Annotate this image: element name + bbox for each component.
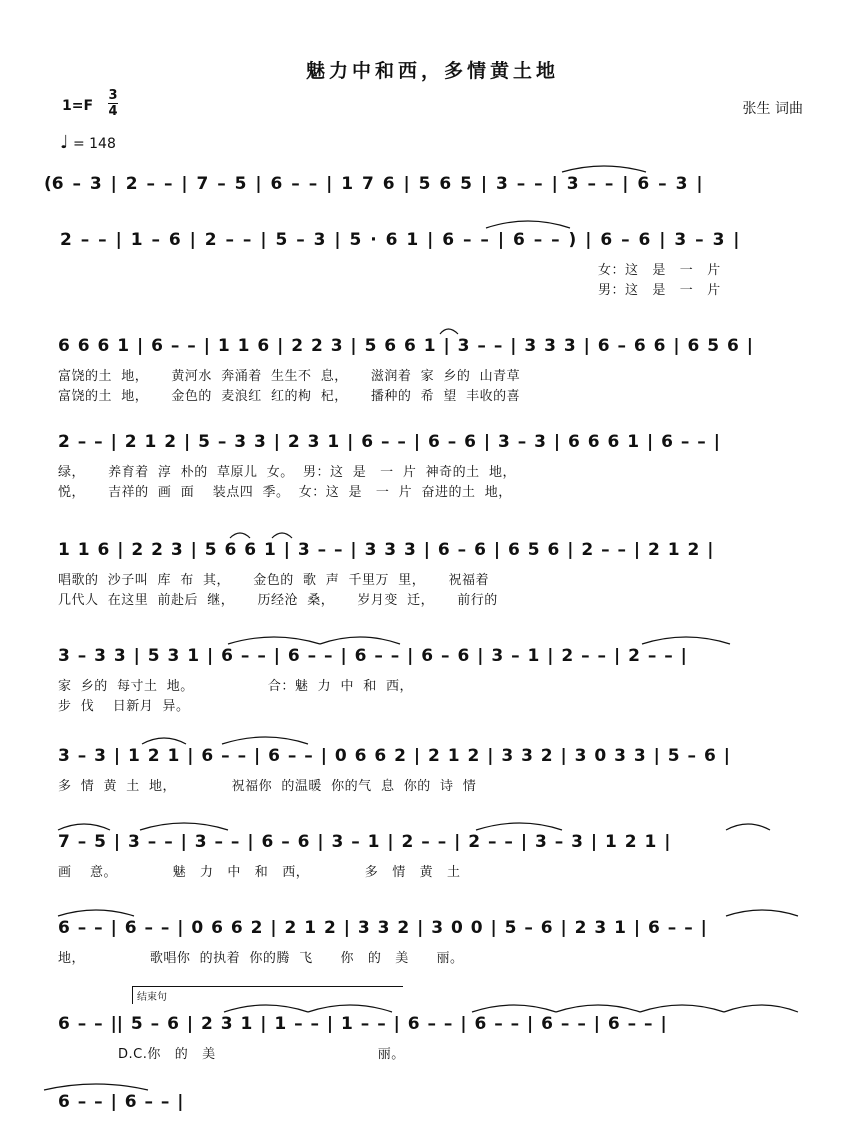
- slur-marks: [0, 830, 865, 860]
- slur-marks: [0, 334, 865, 364]
- tempo-marking: [60, 132, 116, 153]
- score-row: [0, 916, 865, 966]
- lyric-line: 家 乡的 每寸土 地。 合：魅 力 中 和 西，: [58, 679, 413, 694]
- notation-line: 6 – – || 5 – 6 | 2 3 1 | 1 – – | 1 – – | 6 – – | 6 – – | 6 – – | 6 – – |: [58, 1014, 667, 1034]
- notation-line: 6 6 6 1 | 6 – – | 1 1 6 | 2 2 3 | 5 6 6 1 | 3 – – | 3 3 3 | 6 – 6 6 | 6 5 6 |: [58, 336, 753, 356]
- score-row: [0, 1086, 865, 1126]
- lyric-line: 绿， 养育着 淳 朴的 草原儿 女。 男：这 是 一 片 神奇的土 地，: [58, 465, 516, 480]
- lyric-line: 女：这 是 一 片: [598, 263, 721, 278]
- song-title: 魅力中和西，多情黄土地: [305, 60, 559, 82]
- lyric-line: 男：这 是 一 片: [598, 283, 721, 298]
- notation-line: 7 – 5 | 3 – – | 3 – – | 6 – 6 | 3 – 1 | 2 – – | 2 – – | 3 – 3 | 1 2 1 |: [58, 832, 671, 852]
- notation-line: (6 – 3 | 2 – – | 7 – 5 | 6 – – | 1 7 6 | 5 6 5 | 3 – – | 3 – – | 6 – 3 |: [44, 174, 703, 194]
- lyric-line: 多 情 黄 土 地， 祝福你 的温暖 你的气 息 你的 诗 情: [58, 779, 477, 794]
- lyric-line: 富饶的土 地， 金色的 麦浪红 红的枸 杞， 播种的 希 望 丰收的喜: [58, 389, 521, 404]
- slur-marks: [0, 986, 865, 1026]
- lyric-line: D.C.你 的 美 丽。: [118, 1047, 405, 1062]
- score-row: [0, 538, 865, 608]
- slur-marks: [0, 916, 865, 946]
- lyric-line: 地， 歌唱你 的执着 你的腾 飞 你 的 美 丽。: [58, 951, 464, 966]
- score-row: [0, 172, 865, 212]
- notation-line: 6 – – | 6 – – | 0 6 6 2 | 2 1 2 | 3 3 2 | 3 0 0 | 5 – 6 | 2 3 1 | 6 – – |: [58, 918, 707, 938]
- slur-marks: [0, 744, 865, 774]
- author-credit: 张生 词曲: [742, 101, 803, 117]
- slur-marks: [0, 538, 865, 568]
- meter-bottom: 4: [108, 104, 118, 119]
- ending-bracket: 结束句: [132, 986, 403, 1004]
- lyric-line: 悦， 吉祥的 画 面 装点四 季。 女：这 是 一 片 奋进的土 地，: [58, 485, 512, 500]
- lyric-line: 富饶的土 地， 黄河水 奔涌着 生生不 息， 滋润着 家 乡的 山青草: [58, 369, 521, 384]
- notation-line: 2 – – | 2 1 2 | 5 – 3 3 | 2 3 1 | 6 – – | 6 – 6 | 3 – 3 | 6 6 6 1 | 6 – – |: [58, 432, 720, 452]
- slur-marks: [0, 1086, 865, 1116]
- score-row: [0, 228, 865, 300]
- quarter-note-icon: ♩: [60, 132, 69, 153]
- lyric-line: 几代人 在这里 前赴后 继， 历经沧 桑， 岁月变 迁， 前行的: [58, 593, 498, 608]
- key-signature: 1=F: [62, 98, 94, 114]
- score-row: [0, 644, 865, 714]
- lyric-line: 唱歌的 沙子叫 库 布 其， 金色的 歌 声 千里万 里， 祝福着: [58, 573, 489, 588]
- score-row: [0, 430, 865, 500]
- score-row: [0, 830, 865, 880]
- slur-marks: [0, 228, 865, 258]
- lyric-line: 步 伐 日新月 异。: [58, 699, 190, 714]
- score-row: [0, 334, 865, 404]
- notation-line: 1 1 6 | 2 2 3 | 5 6 6 1 | 3 – – | 3 3 3 | 6 – 6 | 6 5 6 | 2 – – | 2 1 2 |: [58, 540, 714, 560]
- slur-marks: [0, 172, 865, 202]
- score-row: [0, 986, 865, 1066]
- meter-top: 3: [108, 88, 118, 103]
- lyric-line: 画 意。 魅 力 中 和 西， 多 情 黄 土: [58, 865, 461, 880]
- score-row: [0, 744, 865, 794]
- notation-line: 3 – 3 | 1 2 1 | 6 – – | 6 – – | 0 6 6 2 | 2 1 2 | 3 3 2 | 3 0 3 3 | 5 – 6 |: [58, 746, 730, 766]
- tempo-value: = 148: [72, 136, 116, 152]
- notation-line: 2 – – | 1 – 6 | 2 – – | 5 – 3 | 5 · 6 1 | 6 – – | 6 – – ) | 6 – 6 | 3 – 3 |: [60, 230, 740, 250]
- notation-line: 6 – – | 6 – – |: [58, 1092, 184, 1112]
- time-signature: [108, 88, 118, 119]
- slur-marks: [0, 644, 865, 674]
- notation-line: 3 – 3 3 | 5 3 1 | 6 – – | 6 – – | 6 – – | 6 – 6 | 3 – 1 | 2 – – | 2 – – |: [58, 646, 687, 666]
